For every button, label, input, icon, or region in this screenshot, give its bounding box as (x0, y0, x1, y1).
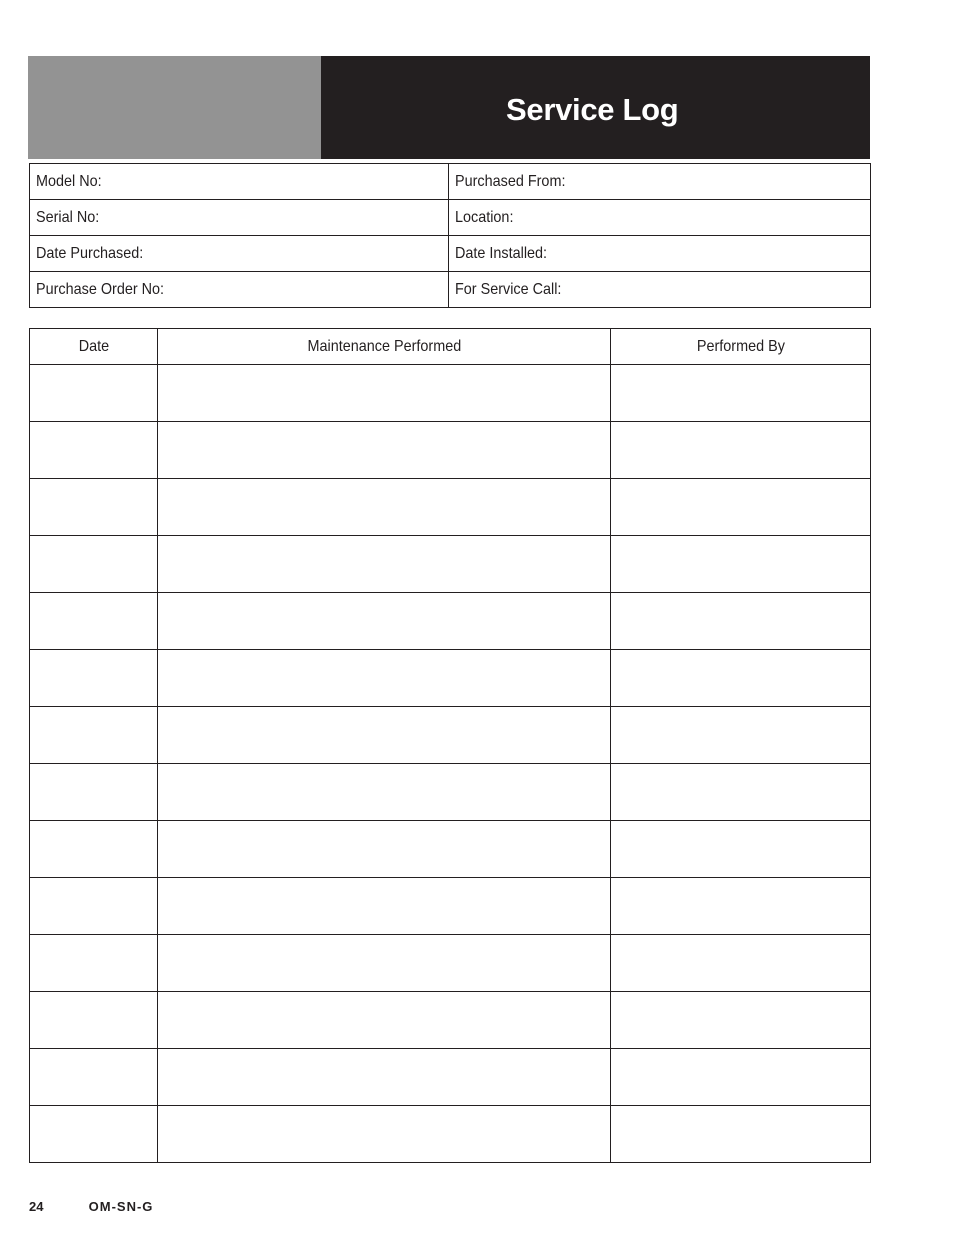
info-field-label: Model No: (36, 172, 102, 190)
info-field[interactable] (449, 272, 871, 308)
log-cell-date[interactable] (30, 935, 158, 992)
log-cell-date[interactable] (30, 593, 158, 650)
log-cell-date[interactable] (30, 764, 158, 821)
log-cell-performed-by[interactable] (611, 935, 871, 992)
log-cell-date[interactable] (30, 707, 158, 764)
header-dark-block (321, 56, 870, 159)
log-cell-date[interactable] (30, 992, 158, 1049)
log-cell-performed-by[interactable] (611, 1106, 871, 1163)
page-number: 24 (29, 1199, 44, 1214)
document-code: OM-SN-G (88, 1199, 154, 1214)
log-cell-maintenance[interactable] (158, 1049, 611, 1106)
log-row (30, 536, 871, 593)
log-cell-date[interactable] (30, 1106, 158, 1163)
info-field[interactable] (30, 272, 449, 308)
column-header-date: Date (30, 329, 158, 365)
column-header-performed-by: Performed By (611, 329, 871, 365)
log-cell-performed-by[interactable] (611, 707, 871, 764)
log-cell-date[interactable] (30, 479, 158, 536)
log-cell-maintenance[interactable] (158, 593, 611, 650)
info-field[interactable] (30, 200, 449, 236)
log-cell-maintenance[interactable] (158, 1106, 611, 1163)
log-header-row (30, 329, 871, 365)
info-field-label: Serial No: (36, 208, 100, 226)
log-cell-date[interactable] (30, 1049, 158, 1106)
info-row (30, 272, 871, 308)
info-field-label: Date Purchased: (36, 244, 144, 262)
info-field-label: Purchase Order No: (36, 280, 165, 298)
log-cell-performed-by[interactable] (611, 821, 871, 878)
log-cell-date[interactable] (30, 422, 158, 479)
log-row (30, 593, 871, 650)
log-cell-date[interactable] (30, 821, 158, 878)
info-field[interactable] (449, 164, 871, 200)
log-row (30, 1106, 871, 1163)
info-field-label: Date Installed: (455, 244, 548, 262)
log-row (30, 650, 871, 707)
log-cell-date[interactable] (30, 536, 158, 593)
log-row (30, 479, 871, 536)
log-cell-maintenance[interactable] (158, 992, 611, 1049)
log-cell-maintenance[interactable] (158, 536, 611, 593)
log-cell-performed-by[interactable] (611, 1049, 871, 1106)
info-field-label: Location: (455, 208, 514, 226)
log-cell-performed-by[interactable] (611, 479, 871, 536)
log-row (30, 764, 871, 821)
info-field[interactable] (449, 236, 871, 272)
log-cell-performed-by[interactable] (611, 422, 871, 479)
service-log-table (29, 328, 871, 1163)
log-cell-maintenance[interactable] (158, 764, 611, 821)
log-cell-performed-by[interactable] (611, 764, 871, 821)
info-field-label: For Service Call: (455, 280, 562, 298)
info-row (30, 236, 871, 272)
log-cell-maintenance[interactable] (158, 935, 611, 992)
log-row (30, 821, 871, 878)
log-row (30, 422, 871, 479)
info-field[interactable] (30, 164, 449, 200)
log-cell-maintenance[interactable] (158, 707, 611, 764)
log-cell-performed-by[interactable] (611, 593, 871, 650)
page-title: Service Log (506, 92, 679, 127)
log-cell-maintenance[interactable] (158, 878, 611, 935)
equipment-info-table (29, 163, 871, 308)
header-band (28, 56, 870, 159)
info-row (30, 164, 871, 200)
column-header-maintenance-performed: Maintenance Performed (158, 329, 611, 365)
log-row (30, 365, 871, 422)
log-cell-maintenance[interactable] (158, 422, 611, 479)
log-cell-maintenance[interactable] (158, 365, 611, 422)
info-field-label: Purchased From: (455, 172, 566, 190)
log-cell-performed-by[interactable] (611, 536, 871, 593)
log-row (30, 992, 871, 1049)
info-field[interactable] (30, 236, 449, 272)
log-cell-performed-by[interactable] (611, 878, 871, 935)
log-cell-maintenance[interactable] (158, 821, 611, 878)
log-cell-date[interactable] (30, 650, 158, 707)
log-row (30, 707, 871, 764)
page-footer (29, 1199, 153, 1214)
info-row (30, 200, 871, 236)
log-cell-performed-by[interactable] (611, 650, 871, 707)
log-cell-maintenance[interactable] (158, 650, 611, 707)
info-field[interactable] (449, 200, 871, 236)
log-cell-performed-by[interactable] (611, 365, 871, 422)
log-cell-date[interactable] (30, 878, 158, 935)
log-cell-maintenance[interactable] (158, 479, 611, 536)
log-row (30, 878, 871, 935)
header-gray-block (28, 56, 321, 159)
log-cell-performed-by[interactable] (611, 992, 871, 1049)
log-cell-date[interactable] (30, 365, 158, 422)
log-row (30, 1049, 871, 1106)
log-row (30, 935, 871, 992)
